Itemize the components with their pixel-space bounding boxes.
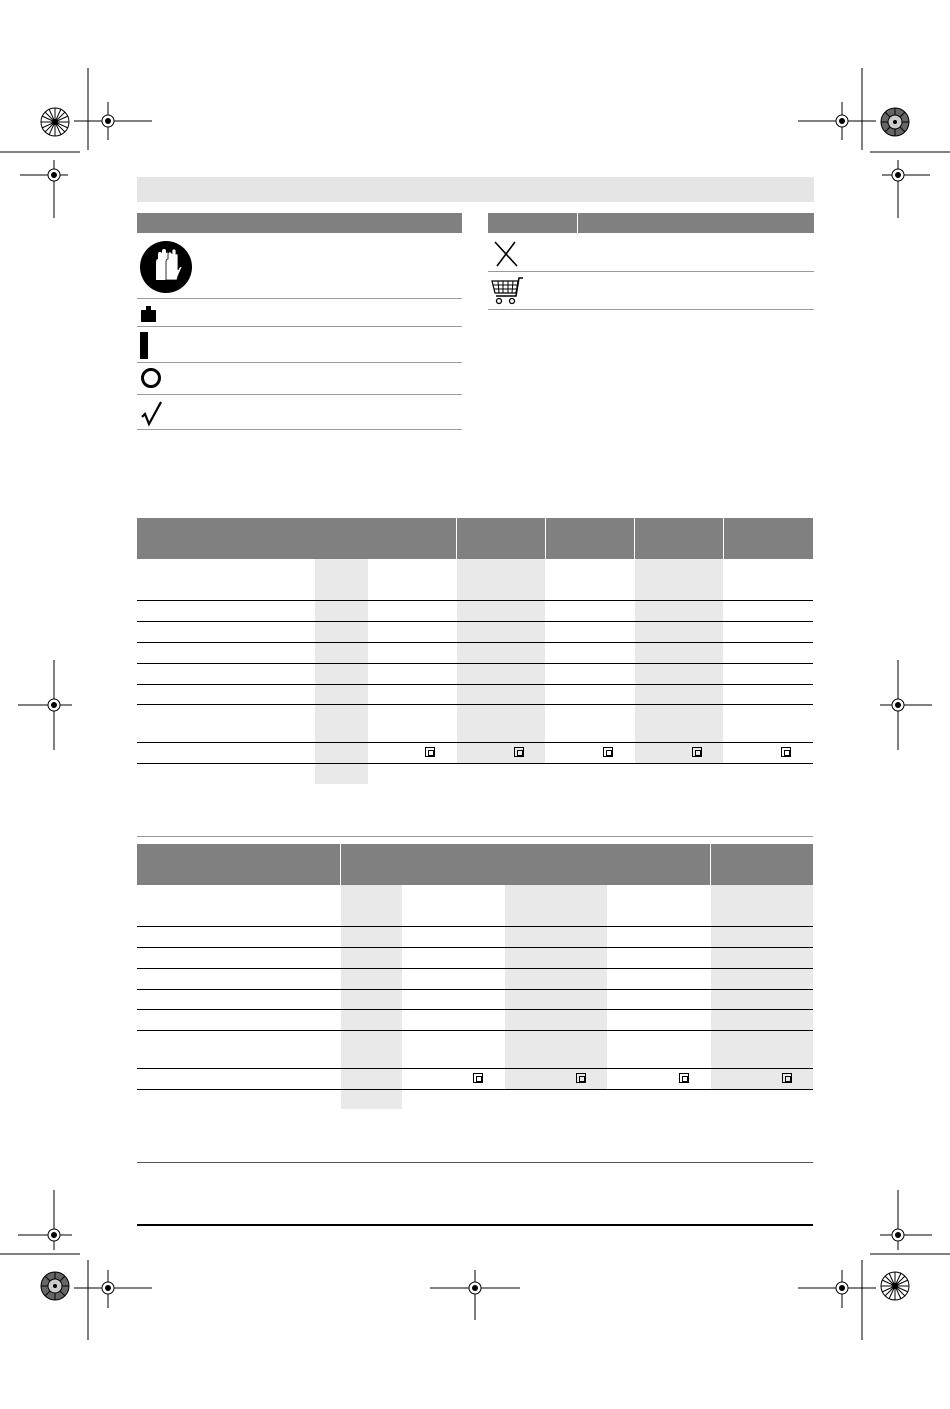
symbols-table-header xyxy=(137,213,462,233)
header-divider xyxy=(723,518,724,559)
divider xyxy=(488,309,814,310)
divider xyxy=(137,394,462,395)
double-insulation-icon xyxy=(425,747,435,757)
header-divider xyxy=(456,518,457,559)
row-divider xyxy=(137,989,813,990)
row-divider xyxy=(137,1009,813,1010)
spec2-shade-col-b xyxy=(505,885,607,1089)
weight-icon xyxy=(140,305,158,328)
symbols-table-right-header xyxy=(488,213,814,233)
row-divider xyxy=(137,763,813,764)
double-insulation-icon xyxy=(576,1073,586,1083)
row-divider xyxy=(137,663,813,664)
double-insulation-icon xyxy=(514,747,524,757)
spec2-shade-col-c xyxy=(711,885,813,1089)
header-divider xyxy=(340,844,341,885)
section-divider xyxy=(137,836,813,837)
page-header-band xyxy=(137,177,814,202)
footer-rule xyxy=(137,1224,813,1226)
bottom-divider-1 xyxy=(137,1162,813,1163)
header-divider xyxy=(634,518,635,559)
header-divider xyxy=(545,518,546,559)
row-divider xyxy=(137,684,813,685)
row-divider xyxy=(137,1030,813,1031)
row-divider xyxy=(137,600,813,601)
row-divider xyxy=(137,1068,813,1069)
double-insulation-icon xyxy=(603,747,613,757)
divider xyxy=(137,326,462,327)
double-insulation-icon xyxy=(781,747,791,757)
row-divider xyxy=(137,926,813,927)
gloves-icon xyxy=(139,240,193,299)
shopping-cart-icon xyxy=(490,276,524,311)
divider xyxy=(137,298,462,299)
row-divider xyxy=(137,704,813,705)
row-divider xyxy=(137,947,813,948)
double-insulation-icon xyxy=(692,747,702,757)
spec1-shade-col-c xyxy=(635,559,723,764)
row-divider xyxy=(137,968,813,969)
spec1-shade-col-a xyxy=(315,559,368,784)
header-col-divider xyxy=(577,213,578,233)
switch-on-icon xyxy=(140,332,148,359)
double-insulation-icon xyxy=(679,1073,689,1083)
spec1-shade-col-b xyxy=(457,559,545,764)
row-divider xyxy=(137,1089,813,1090)
row-divider xyxy=(137,621,813,622)
double-insulation-icon xyxy=(782,1073,792,1083)
divider xyxy=(137,362,462,363)
row-divider xyxy=(137,642,813,643)
spec2-shade-col-a xyxy=(341,885,402,1109)
divider xyxy=(488,271,814,272)
row-divider xyxy=(137,742,813,743)
spec-table-2-header xyxy=(137,844,813,885)
double-insulation-icon xyxy=(473,1073,483,1083)
cross-icon xyxy=(493,240,519,273)
spec-table-1-header xyxy=(137,518,813,559)
switch-off-icon xyxy=(140,367,162,394)
divider xyxy=(137,429,462,430)
header-divider xyxy=(710,844,711,885)
